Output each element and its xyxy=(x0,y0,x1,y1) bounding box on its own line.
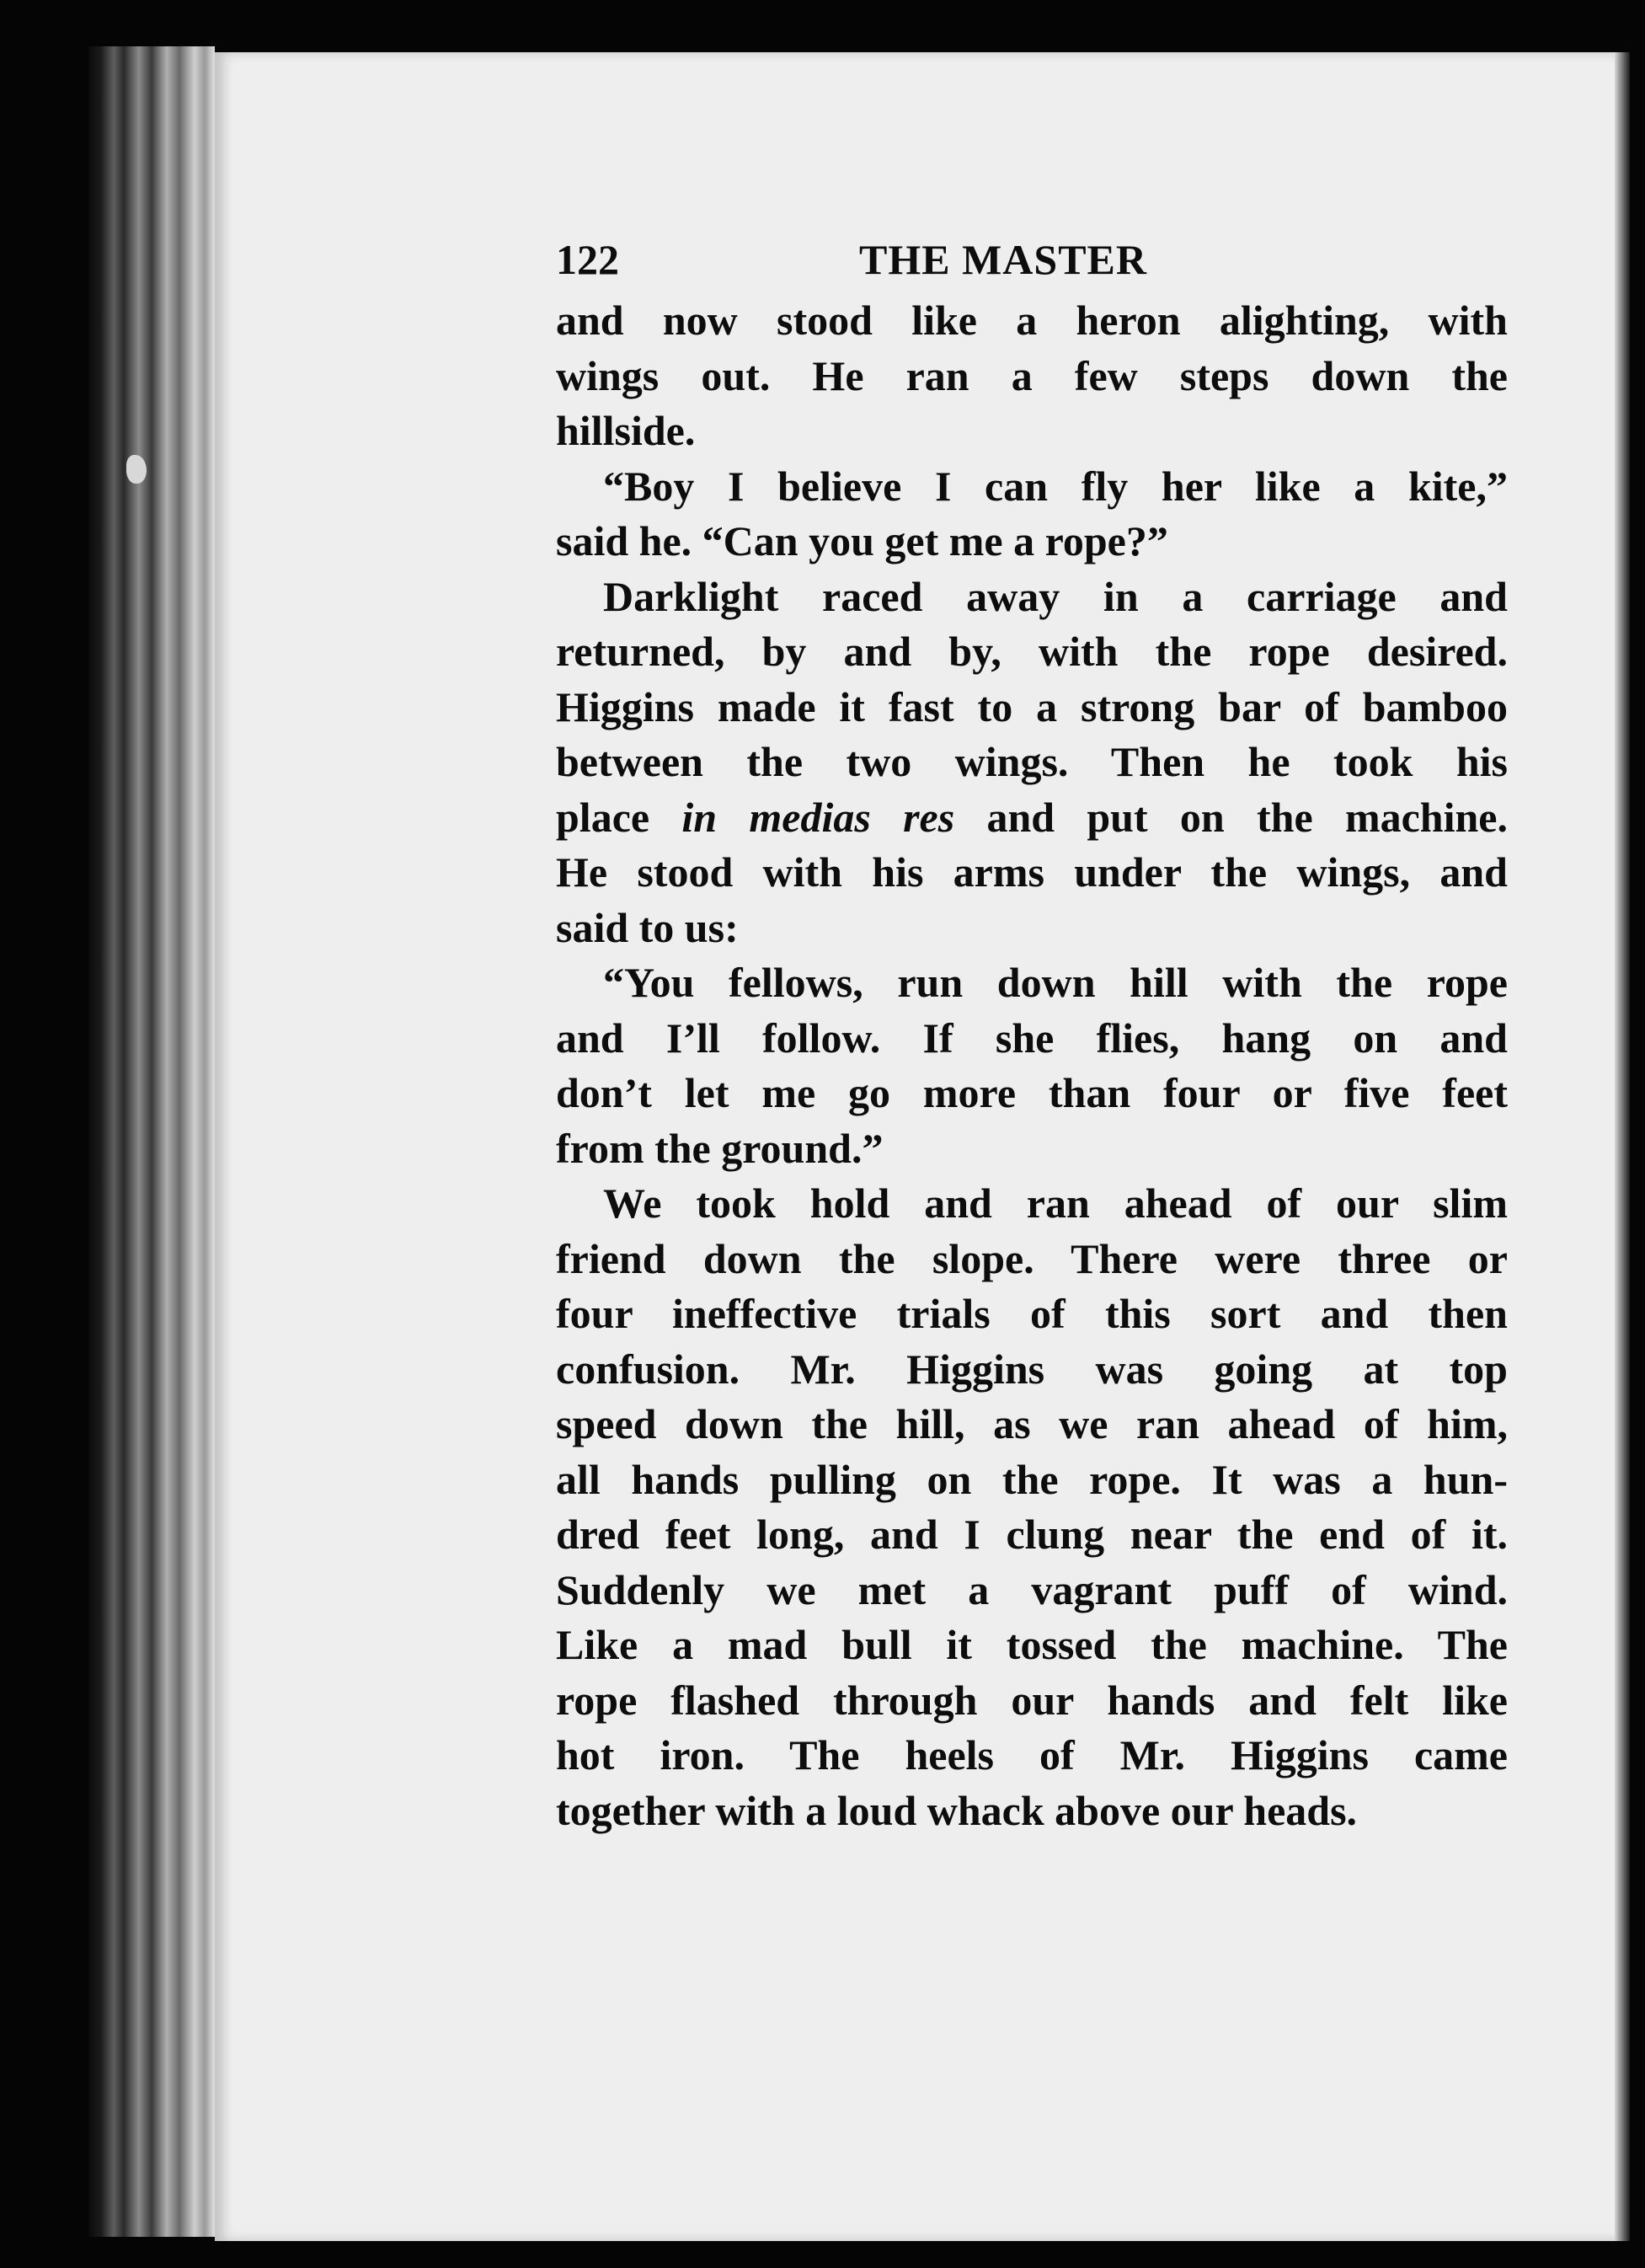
text-line: He stood with his arms under the wings, and xyxy=(556,848,1508,896)
text-line: hillside. xyxy=(556,407,696,454)
page-edge xyxy=(1615,52,1630,2241)
text-line: and I’ll follow. If she flies, hang on and xyxy=(556,1014,1508,1062)
page-speck xyxy=(126,455,147,484)
page-text xyxy=(556,226,1508,1838)
text-line: said he. “Can you get me a rope?” xyxy=(556,517,1168,564)
text-line: said to us: xyxy=(556,903,739,951)
text-line: “Boy I believe I can fly her like a kite,” xyxy=(603,462,1508,510)
text-line: four ineffective trials of this sort and then xyxy=(556,1290,1508,1337)
text-line: confusion. Mr. Higgins was going at top xyxy=(556,1345,1508,1393)
paragraph xyxy=(556,1176,1508,1838)
text-line: Like a mad bull it tossed the machine. The xyxy=(556,1621,1508,1668)
text-line: together with a loud whack above our heads. xyxy=(556,1786,1358,1834)
paragraph xyxy=(556,955,1508,1176)
text-line: Suddenly we met a vagrant puff of wind. xyxy=(556,1565,1508,1613)
paragraph xyxy=(556,459,1508,570)
italic-phrase: in medias res xyxy=(681,793,955,841)
text-line: dred feet long, and I clung near the end of it. xyxy=(556,1511,1508,1558)
page-number: 122 xyxy=(556,236,619,283)
text-line: wings out. He ran a few steps down the xyxy=(556,351,1508,399)
text-line: hot iron. The heels of Mr. Higgins came xyxy=(556,1731,1508,1779)
text-line: place in medias res and put on the machine. xyxy=(556,793,1508,841)
text-line: Darklight raced away in a carriage and xyxy=(603,572,1508,620)
book-spine xyxy=(88,46,215,2237)
text-line: We took hold and ran ahead of our slim xyxy=(603,1179,1508,1227)
text-line: returned, by and by, with the rope desired. xyxy=(556,628,1508,675)
body-text xyxy=(556,293,1508,1838)
text-line: from the ground.” xyxy=(556,1124,884,1172)
paragraph xyxy=(556,570,1508,956)
text-line: Higgins made it fast to a strong bar of bamboo xyxy=(556,682,1508,730)
text-line: all hands pulling on the rope. It was a hun- xyxy=(556,1455,1508,1503)
text-line: rope flashed through our hands and felt like xyxy=(556,1676,1508,1724)
text-line: and now stood like a heron alighting, with xyxy=(556,297,1508,344)
running-title: THE MASTER xyxy=(859,236,1148,283)
text-line: speed down the hill, as we ran ahead of him, xyxy=(556,1400,1508,1447)
text-line: friend down the slope. There were three or xyxy=(556,1234,1508,1282)
text-line: between the two wings. Then he took his xyxy=(556,738,1508,785)
paragraph xyxy=(556,293,1508,459)
running-head xyxy=(556,226,1508,293)
text-line: don’t let me go more than four or five feet xyxy=(556,1069,1508,1116)
text-line: “You fellows, run down hill with the rope xyxy=(603,959,1508,1006)
